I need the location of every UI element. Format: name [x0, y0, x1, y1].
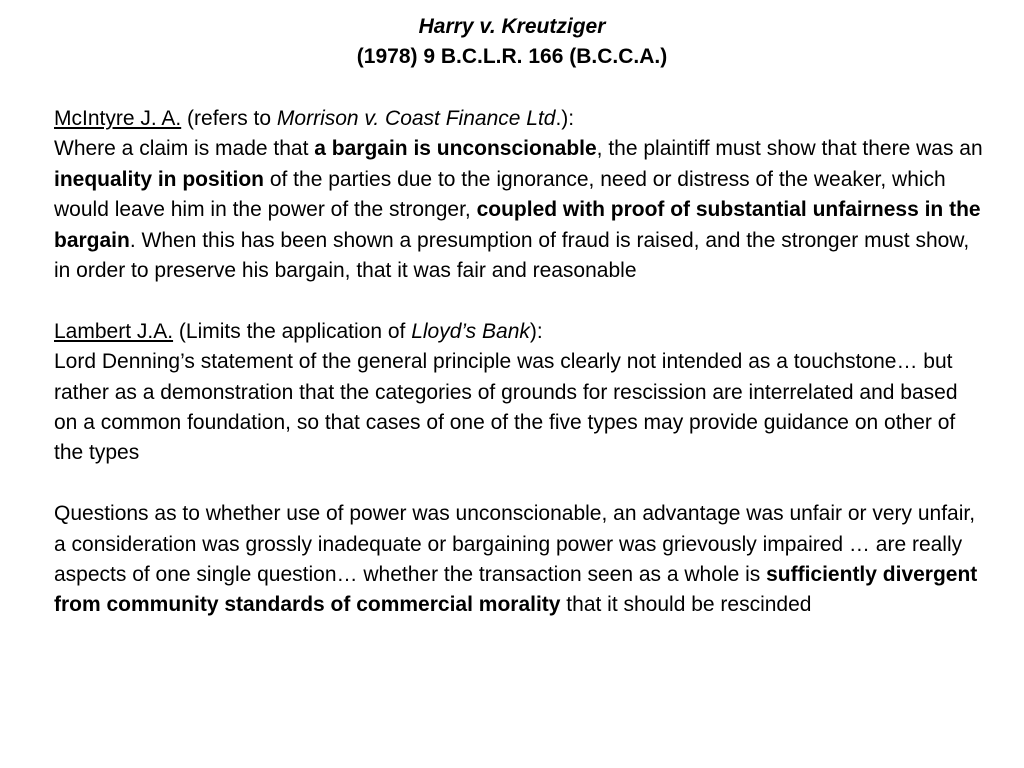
questions-text-a: Questions as to whether use of power was unconscionable, an advantage was unfair or very unfair, a consideration was grossly inadequate or bargaining power was grievously impaired … are really aspects of one single question… whether the transaction seen as a whole is [54, 502, 976, 587]
mcintyre-text-e: of the parties due to the ignorance, need or distress of the weaker, which would leave him in the power of the stronger, [54, 167, 946, 222]
lambert-heading [54, 317, 984, 347]
questions-paragraph [54, 499, 984, 621]
lambert-intro-pre: (Limits the application of [173, 319, 412, 343]
questions-text-c: that it should be rescinded [560, 593, 812, 617]
mcintyre-paragraph [54, 134, 984, 286]
mcintyre-intro-pre: (refers to [181, 107, 277, 130]
mcintyre-bold-unconscionable: a bargain is unconscionable [314, 137, 597, 161]
lambert-referenced-case: Lloyd’s Bank [411, 319, 530, 343]
spacer [54, 469, 984, 499]
mcintyre-heading [54, 104, 984, 134]
mcintyre-judge-name: McIntyre J. A. [54, 107, 182, 130]
lambert-intro-post: ): [529, 319, 543, 343]
mcintyre-referenced-case: Morrison v. Coast Finance Ltd [276, 107, 556, 130]
mcintyre-bold-inequality: inequality in position [54, 167, 264, 191]
mcintyre-text-c: , the plaintiff must show that there was an [596, 137, 983, 161]
mcintyre-bold-unfairness: coupled with proof of substantial unfairness in the bargain [54, 198, 981, 252]
questions-bold-morality: sufficiently divergent from community standards of commercial morality [54, 563, 978, 617]
lambert-judge-name: Lambert J.A. [54, 319, 174, 343]
slide-body [54, 104, 984, 621]
lambert-paragraph: Lord Denning’s statement of the general principle was clearly not intended as a touchstone… but rather as a demonstration that the categories of grounds for rescission are interrelated and based on a common foundation, so that cases of one of the five types may provide guidance on other of the types [54, 350, 958, 465]
case-citation: (1978) 9 B.C.L.R. 166 (B.C.C.A.) [356, 45, 668, 68]
mcintyre-intro-post: .): [555, 107, 575, 130]
case-title: Harry v. Kreutziger [418, 15, 606, 38]
mcintyre-text-a: Where a claim is made that [54, 137, 315, 161]
spacer [54, 286, 984, 316]
mcintyre-text-g: . When this has been shown a presumption of fraud is raised, and the stronger must show, in order to preserve his bargain, that it was fair and reasonable [54, 228, 970, 283]
